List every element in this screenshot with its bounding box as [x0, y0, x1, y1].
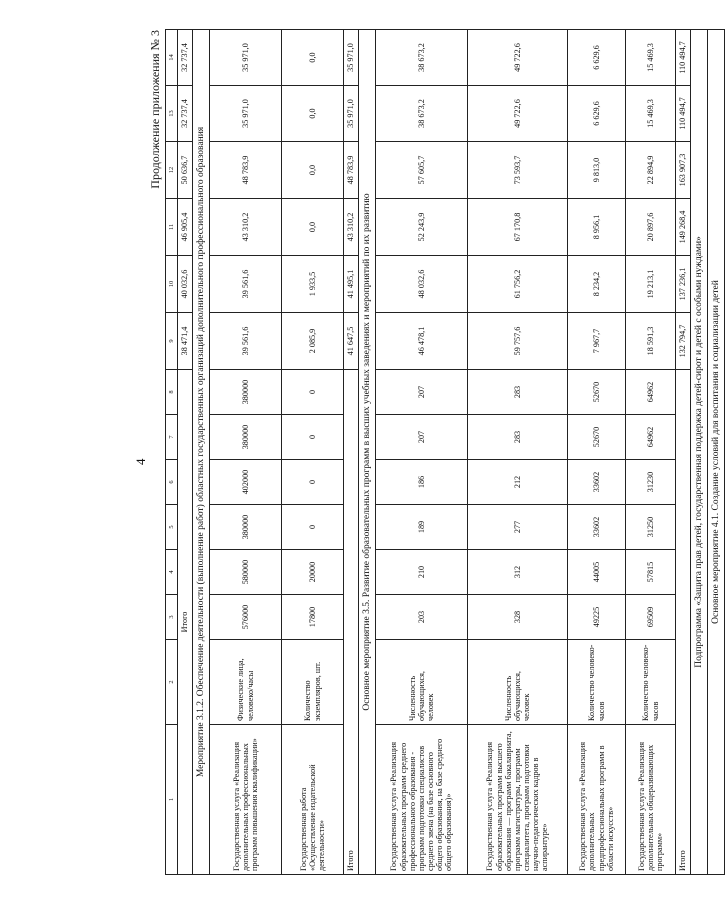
value-cell: 0 — [282, 370, 344, 415]
value-cell: 39 561,6 — [210, 313, 282, 370]
value-cell: 186 — [376, 460, 468, 505]
section-2-title: Основное мероприятие 3.5. Развитие образовательных программ в высших учебных заведениях и мероприятий по их развитию — [359, 30, 376, 875]
first-total-row — [178, 30, 193, 875]
value-cell: 207 — [376, 370, 468, 415]
total-cell: 35 971,0 — [344, 86, 359, 142]
value-cell: 8 234,2 — [568, 256, 626, 313]
value-cell: 49225 — [568, 595, 626, 640]
value-cell: 48 032,6 — [376, 256, 468, 313]
value-cell: 20000 — [282, 550, 344, 595]
value-cell: 35 971,0 — [210, 86, 282, 142]
value-cell: 0,0 — [282, 142, 344, 199]
value-cell: 64962 — [626, 415, 676, 460]
service-name: Государственная услуга «Реализация образовательных программ высшего образования — программ бакалавриата, программ магистратуры, программ специалитета, программ подготовки научно-педагогических кадров в аспирантуре» — [468, 725, 568, 875]
total-label: Итого — [178, 370, 193, 875]
value-cell: 31250 — [626, 505, 676, 550]
total-label: Итого — [344, 370, 359, 875]
subprogram-title: Подпрограмма «Защита прав детей, государственная поддержка детей-сирот и детей с особыми нуждами» — [691, 30, 708, 875]
value-cell: 0,0 — [282, 199, 344, 256]
value-cell: 1 933,5 — [282, 256, 344, 313]
value-cell: 35 971,0 — [210, 30, 282, 86]
table-row — [376, 30, 468, 875]
column-number: 5 — [166, 505, 178, 550]
total-cell: 41 647,5 — [344, 313, 359, 370]
indicator-name: Физические лица, человеко/часы — [210, 640, 282, 725]
value-cell: 0 — [282, 460, 344, 505]
total-cell: 32 737,4 — [178, 86, 193, 142]
table-row — [568, 30, 626, 875]
column-number: 10 — [166, 256, 178, 313]
value-cell: 380000 — [210, 505, 282, 550]
column-number: 1 — [166, 725, 178, 875]
value-cell: 43 310,2 — [210, 199, 282, 256]
indicator-name: Количество экземпляров, шт. — [282, 640, 344, 725]
value-cell: 15 469,3 — [626, 30, 676, 86]
value-cell: 67 170,8 — [468, 199, 568, 256]
column-number: 9 — [166, 313, 178, 370]
value-cell: 576000 — [210, 595, 282, 640]
value-cell: 52670 — [568, 370, 626, 415]
table-row — [210, 30, 282, 875]
value-cell: 52670 — [568, 415, 626, 460]
total-cell: 35 971,0 — [344, 30, 359, 86]
section-1-title: Мероприятие 3.1.2. Обеспечение деятельности (выполнение работ) областных государственных организаций дополнительного профессионального образования — [193, 30, 210, 875]
budget-table — [165, 29, 725, 875]
value-cell: 210 — [376, 550, 468, 595]
service-name: Государственная услуга «Реализация дополнительных общеразвивающих программ» — [626, 725, 676, 875]
total-cell: 137 236,1 — [676, 256, 691, 313]
value-cell: 0,0 — [282, 30, 344, 86]
column-number: 8 — [166, 370, 178, 415]
value-cell: 189 — [376, 505, 468, 550]
activity-title: Основное мероприятие 4.1. Создание условий для воспитания и социализации детей — [708, 30, 725, 875]
value-cell: 22 894,9 — [626, 142, 676, 199]
section-1-total-row — [344, 30, 359, 875]
value-cell: 283 — [468, 370, 568, 415]
indicator-name: Количество человеко-часов — [626, 640, 676, 725]
total-cell: 110 494,7 — [676, 86, 691, 142]
total-cell: 38 471,4 — [178, 313, 193, 370]
total-cell: 40 032,6 — [178, 256, 193, 313]
value-cell: 380000 — [210, 370, 282, 415]
section-title-row — [359, 30, 376, 875]
value-cell: 48 783,9 — [210, 142, 282, 199]
value-cell: 18 591,3 — [626, 313, 676, 370]
value-cell: 2 085,9 — [282, 313, 344, 370]
value-cell: 39 561,6 — [210, 256, 282, 313]
value-cell: 33602 — [568, 460, 626, 505]
total-cell: 132 794,7 — [676, 313, 691, 370]
indicator-name: Численность обучающихся, человек — [376, 640, 468, 725]
service-name: Государственная услуга «Реализация образовательных программ среднего профессионального образования - программ подготовки специалистов среднего звена (на базе основного общего образования, на базе среднего общего образования)» — [376, 725, 468, 875]
value-cell: 33602 — [568, 505, 626, 550]
value-cell: 203 — [376, 595, 468, 640]
total-cell: 110 494,7 — [676, 30, 691, 86]
value-cell: 6 629,6 — [568, 30, 626, 86]
value-cell: 0 — [282, 505, 344, 550]
value-cell: 312 — [468, 550, 568, 595]
total-label: Итого — [676, 370, 691, 875]
value-cell: 44005 — [568, 550, 626, 595]
value-cell: 57815 — [626, 550, 676, 595]
table-row — [468, 30, 568, 875]
table-row — [282, 30, 344, 875]
value-cell: 20 897,6 — [626, 199, 676, 256]
value-cell: 52 243,9 — [376, 199, 468, 256]
service-name: Государственная услуга «Реализация дополнительных предпрофессиональных программ в области искусств» — [568, 725, 626, 875]
value-cell: 19 213,1 — [626, 256, 676, 313]
column-number: 7 — [166, 415, 178, 460]
column-number: 14 — [166, 30, 178, 86]
value-cell: 277 — [468, 505, 568, 550]
section-2-total-row — [676, 30, 691, 875]
column-number-row — [166, 30, 178, 875]
service-name: Государственная услуга «Реализация дополнительных профессиональных программ повышения квалификации» — [210, 725, 282, 875]
total-cell: 32 737,4 — [178, 30, 193, 86]
column-number: 6 — [166, 460, 178, 505]
service-name: Государственная работа «Осуществление издательской деятельности» — [282, 725, 344, 875]
value-cell: 0,0 — [282, 86, 344, 142]
column-number: 13 — [166, 86, 178, 142]
column-number: 11 — [166, 199, 178, 256]
value-cell: 17800 — [282, 595, 344, 640]
value-cell: 61 756,2 — [468, 256, 568, 313]
value-cell: 49 722,6 — [468, 86, 568, 142]
value-cell: 580000 — [210, 550, 282, 595]
value-cell: 9 813,0 — [568, 142, 626, 199]
section-title-row — [193, 30, 210, 875]
value-cell: 402000 — [210, 460, 282, 505]
appendix-caption: Продолжение приложения № 3 — [148, 30, 162, 189]
value-cell: 207 — [376, 415, 468, 460]
column-number: 4 — [166, 550, 178, 595]
value-cell: 59 757,6 — [468, 313, 568, 370]
column-number: 3 — [166, 595, 178, 640]
value-cell: 6 629,6 — [568, 86, 626, 142]
page-number: 4 — [133, 458, 148, 465]
value-cell: 69509 — [626, 595, 676, 640]
total-cell: 43 310,2 — [344, 199, 359, 256]
value-cell: 15 469,3 — [626, 86, 676, 142]
value-cell: 0 — [282, 415, 344, 460]
value-cell: 380000 — [210, 415, 282, 460]
value-cell: 73 593,7 — [468, 142, 568, 199]
total-cell: 50 636,7 — [178, 142, 193, 199]
indicator-name: Количество человеко-часов — [568, 640, 626, 725]
subprogram-row — [691, 30, 708, 875]
total-cell: 41 495,1 — [344, 256, 359, 313]
value-cell: 38 673,2 — [376, 86, 468, 142]
value-cell: 38 673,2 — [376, 30, 468, 86]
value-cell: 57 605,7 — [376, 142, 468, 199]
value-cell: 49 722,6 — [468, 30, 568, 86]
total-cell: 149 268,4 — [676, 199, 691, 256]
value-cell: 8 956,1 — [568, 199, 626, 256]
value-cell: 212 — [468, 460, 568, 505]
value-cell: 31230 — [626, 460, 676, 505]
activity-row — [708, 30, 725, 875]
column-number: 2 — [166, 640, 178, 725]
indicator-name: Численность обучающихся, человек — [468, 640, 568, 725]
value-cell: 46 478,1 — [376, 313, 468, 370]
total-cell: 46 905,4 — [178, 199, 193, 256]
column-number: 12 — [166, 142, 178, 199]
value-cell: 64962 — [626, 370, 676, 415]
value-cell: 328 — [468, 595, 568, 640]
value-cell: 283 — [468, 415, 568, 460]
total-cell: 163 907,3 — [676, 142, 691, 199]
value-cell: 7 967,7 — [568, 313, 626, 370]
table-row — [626, 30, 676, 875]
total-cell: 48 783,9 — [344, 142, 359, 199]
